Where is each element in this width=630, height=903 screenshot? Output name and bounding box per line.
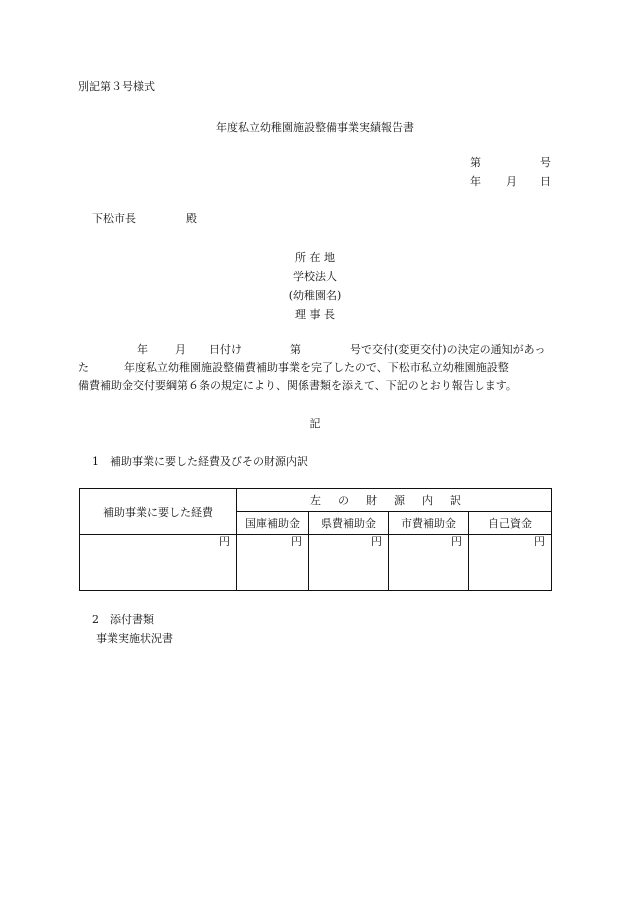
body-line-1	[78, 341, 553, 359]
section-1-heading: 1 補助事業に要した経費及びその財源内訳	[92, 455, 308, 468]
header-breakdown: 左の財源内訳	[237, 489, 552, 512]
unit-yen: 円	[219, 535, 230, 548]
date-day: 日	[540, 175, 551, 188]
date-year: 年	[470, 175, 481, 188]
body-hizuke: 日付け	[209, 343, 242, 356]
finance-table	[79, 488, 552, 591]
body-tsuki: 月	[175, 343, 186, 356]
body-line1-rest: 号で交付(変更交付)の決定の通知があっ	[350, 343, 546, 356]
applicant-director: 理 事 長	[295, 308, 335, 321]
form-label: 別記第３号様式	[78, 80, 155, 93]
header-national: 国庫補助金	[237, 512, 309, 535]
header-own: 自己資金	[469, 512, 552, 535]
ki-heading: 記	[309, 417, 321, 430]
body-ta: た	[78, 361, 89, 374]
section-2-heading: 2 添付書類	[92, 613, 154, 626]
header-city: 市費補助金	[389, 512, 469, 535]
recipient-name: 下松市長	[92, 212, 136, 225]
body-dai: 第	[290, 343, 301, 356]
cell-prefecture[interactable]	[309, 535, 389, 591]
applicant-kindergarten: (幼稚園名)	[288, 289, 342, 302]
body-line-3	[78, 377, 553, 395]
unit-yen: 円	[371, 535, 382, 548]
cell-expense[interactable]	[80, 535, 237, 591]
body-line2-rest: 年度私立幼稚園施設整備費補助事業を完了したので、下松市私立幼稚園施設整	[124, 361, 509, 374]
applicant-corp: 学校法人	[293, 270, 337, 283]
header-expense: 補助事業に要した経費	[80, 489, 237, 535]
cell-city[interactable]	[389, 535, 469, 591]
body-nen: 年	[137, 343, 148, 356]
recipient	[92, 212, 197, 226]
date-month: 月	[506, 175, 517, 188]
header-prefecture: 県費補助金	[309, 512, 389, 535]
number-dai: 第	[470, 156, 481, 169]
document-title: 年度私立幼稚園施設整備事業実績報告書	[216, 121, 414, 134]
unit-yen: 円	[291, 535, 302, 548]
attachment-item: 事業実施状況書	[96, 632, 173, 645]
body-text	[78, 341, 553, 395]
recipient-honorific: 殿	[186, 212, 197, 225]
body-line-2	[78, 359, 553, 377]
unit-yen: 円	[451, 535, 462, 548]
cell-national[interactable]	[237, 535, 309, 591]
unit-yen: 円	[534, 535, 545, 548]
applicant-address: 所 在 地	[295, 251, 335, 264]
body-line3: 備費補助金交付要綱第６条の規定により、関係書類を添えて、下記のとおり報告します。	[78, 379, 517, 392]
cell-own[interactable]	[469, 535, 552, 591]
number-go: 号	[540, 156, 551, 169]
